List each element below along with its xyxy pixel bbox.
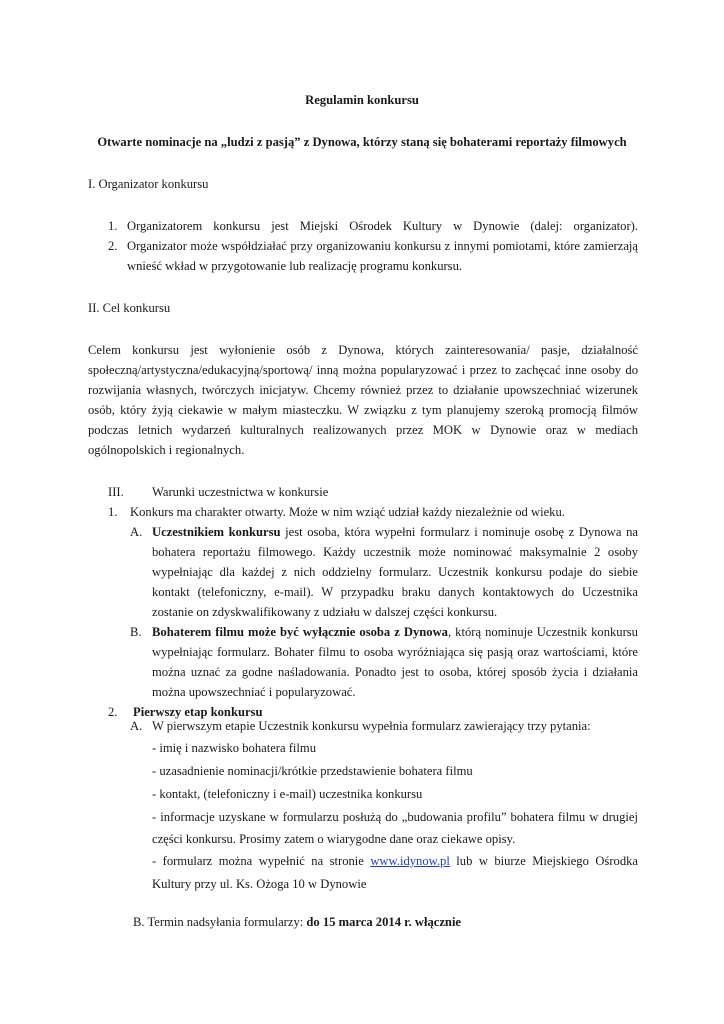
stage-1-intro: W pierwszym etapie Uczestnik konkursu wypełnia formularz zawierający trzy pytania:: [152, 719, 591, 733]
participant-definition-line: kontakt (telefoniczny, e-mail). W przypadku braku danych kontaktowych do Uczestnika: [152, 585, 638, 599]
hero-term: Bohaterem filmu może być wyłącznie osoba z Dynowa: [152, 625, 448, 639]
form-question: - uzasadnienie nominacji/krótkie przedstawienie bohatera filmu: [152, 764, 473, 778]
form-location-line-1: [152, 853, 638, 869]
section-1-item-1: Organizatorem konkursu jest Miejski Ośrodek Kultury w Dynowie (dalej: organizator).: [127, 219, 638, 233]
section-2-heading: II. Cel konkursu: [88, 301, 171, 315]
section-2-line: rozwijania własnych, twórczych inicjatyw. Chcemy również przez to działanie upowszechniać wizerunek: [88, 383, 638, 397]
hero-definition-line: wypełniając formularz. Bohater filmu to osoba wyróżniająca się pasją oraz wartościami, które: [152, 645, 638, 659]
deadline-date: do 15 marca 2014 r. włącznie: [306, 915, 462, 929]
participant-definition-rest: jest osoba, która wypełni formularz i nominuje osobę z Dynowa na: [280, 525, 638, 539]
section-2-line: Celem konkursu jest wyłonienie osób z Dynowa, których zainteresowania/ pasje, działalność: [88, 343, 638, 357]
list-number: 1.: [108, 219, 118, 233]
list-letter: A.: [130, 719, 143, 733]
form-location-suffix: lub w biurze Miejskiego Ośrodka: [456, 854, 638, 868]
participant-definition-line: bohatera reportażu filmowego. Każdy uczestnik może nominować maksymalnie 2 osoby: [152, 545, 638, 559]
hero-definition-line: można uznać za godne naśladowania. Ponadto jest to osoba, której sposób życia i działania: [152, 665, 638, 679]
hero-definition-rest: , którą nominuje Uczestnik konkursu: [447, 625, 638, 639]
deadline-label: B. Termin nadsyłania formularzy:: [133, 915, 304, 929]
form-location-line-2: Kultury przy ul. Ks. Ożoga 10 w Dynowie: [152, 877, 367, 891]
section-1-item-2-line-2: wnieść wkład w przygotowanie lub realizację programu konkursu.: [127, 259, 463, 273]
section-2-line: podczas letnich wydarzeń kulturalnych realizowanych przez MOK w Dynowie oraz w mediach: [88, 423, 638, 437]
website-link[interactable]: www.idynow.pl: [370, 854, 450, 868]
participant-definition-line: zostanie on zdyskwalifikowany z udziału w dalszej części konkursu.: [152, 605, 498, 619]
section-2-line: ogólnopolskich i regionalnych.: [88, 443, 245, 457]
list-number: 2.: [108, 705, 118, 719]
list-letter: B.: [130, 625, 142, 639]
form-question: - imię i nazwisko bohatera filmu: [152, 741, 317, 755]
list-number: 1.: [108, 505, 118, 519]
form-question: - kontakt, (telefoniczny i e-mail) uczestnika konkursu: [152, 787, 423, 801]
participant-definition-line: wypełniając dla każdej z nich oddzielny formularz. Uczestnik konkursu podaje do siebie: [152, 565, 638, 579]
stage-1-heading: Pierwszy etap konkursu: [133, 705, 263, 719]
section-3-item-1: Konkurs ma charakter otwarty. Może w nim wziąć udział każdy niezależnie od wieku.: [130, 505, 565, 519]
deadline-line: [133, 914, 461, 930]
hero-definition-line: można upowszechniać i popularyzować.: [152, 685, 356, 699]
section-3-number: III.: [108, 485, 124, 499]
section-1-item-2-line-1: Organizator może współdziałać przy organizowaniu konkursu z innymi pomiotami, które zamierzają: [127, 239, 638, 253]
section-2-line: społeczną/artystyczna/edukacyjną/sportową/ inną można popularyzować i przez to zachęcać inne osoby do: [88, 363, 638, 377]
section-2-line: osób, który żyją ciekawie w małym miasteczku. W związku z tym planujemy szeroką promocją filmów: [88, 403, 638, 417]
form-location-prefix: - formularz można wypełnić na stronie: [152, 854, 364, 868]
list-letter: A.: [130, 525, 143, 539]
section-1-heading: I. Organizator konkursu: [88, 177, 209, 191]
form-note-line-2: części konkursu. Prosimy zatem o wiarygodne dane oraz ciekawe opisy.: [152, 832, 516, 846]
document-subtitle: Otwarte nominacje na „ludzi z pasją” z Dynowa, którzy staną się bohaterami reportaży filmowych: [97, 135, 627, 149]
form-note-line-1: - informacje uzyskane w formularzu posłużą do „budowania profilu” bohatera filmu w drugiej: [152, 810, 638, 824]
section-3-heading: Warunki uczestnictwa w konkursie: [152, 485, 329, 499]
document-title: Regulamin konkursu: [305, 93, 419, 107]
participant-term: Uczestnikiem konkursu: [152, 525, 281, 539]
list-number: 2.: [108, 239, 118, 253]
hero-definition-line-1: [152, 624, 638, 640]
participant-definition-line-1: [152, 524, 638, 540]
